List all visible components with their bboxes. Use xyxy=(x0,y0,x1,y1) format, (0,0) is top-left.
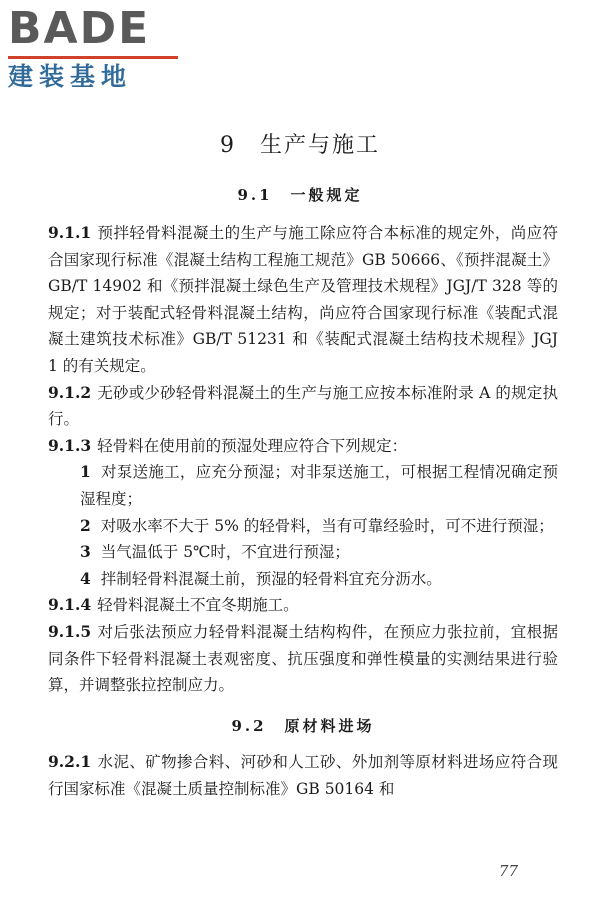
clause-number: 9.1.5 xyxy=(48,621,92,641)
clause-number: 9.1.4 xyxy=(48,595,92,615)
clause-text: 轻骨料混凝土不宜冬期施工。 xyxy=(97,596,299,615)
clause-number: 9.1.1 xyxy=(48,223,92,242)
section-title-9-1: 9.1 一般规定 xyxy=(237,186,363,204)
logo-rule xyxy=(8,56,178,59)
item-text: 拌制轻骨料混凝土前，预湿的轻骨料宜充分沥水。 xyxy=(100,569,442,588)
clause-9-1-4 xyxy=(48,592,558,619)
logo-subtitle: 建装基地 xyxy=(8,62,133,91)
clause-9-1-5 xyxy=(48,619,558,699)
clause-number: 9.2.1 xyxy=(48,752,92,772)
list-item xyxy=(48,459,558,512)
clause-text: 对后张法预应力轻骨料混凝土结构构件，在预应力张拉前，宜根据同条件下轻骨料混凝土表观密度、抗压强度和弹性模量的实测结果进行验算，并调整张拉控制应力。 xyxy=(48,622,558,695)
document-body xyxy=(48,220,558,802)
item-number: 3 xyxy=(80,542,91,562)
item-text: 对泵送施工，应充分预湿；对非泵送施工，可根据工程情况确定预湿程度； xyxy=(80,463,558,508)
chapter-title: 9 生产与施工 xyxy=(220,133,380,158)
item-text: 当气温低于 5℃时，不宜进行预湿； xyxy=(100,543,350,562)
list-item xyxy=(48,513,558,540)
list-item xyxy=(48,539,558,566)
logo xyxy=(8,4,183,92)
clause-text: 轻骨料在使用前的预湿处理应符合下列规定： xyxy=(97,436,408,455)
clause-text: 无砂或少砂轻骨料混凝土的生产与施工应按本标准附录 A 的规定执行。 xyxy=(48,383,558,429)
logo-wordmark: BADE xyxy=(8,3,151,54)
clause-9-2-1 xyxy=(48,749,558,802)
page-number: 77 xyxy=(498,862,518,880)
list-item xyxy=(48,566,558,593)
clause-text: 预拌轻骨料混凝土的生产与施工除应符合本标准的规定外，尚应符合国家现行标准《混凝土结构工程施工规范》GB 50666、《预拌混凝土》GB/T 14902 和《预拌混凝土绿色生产及管理技术规程》JGJ/T 328 等的规定；对于装配式轻骨料混凝土结构，尚应符合国家现行标准《装配式混凝土建筑技术标准》GB/T 51231 和《装配式混凝土结构技术规程》JGJ 1 的有关规定。 xyxy=(48,224,558,375)
item-number: 4 xyxy=(80,568,91,588)
clause-9-1-3 xyxy=(48,433,558,460)
clause-9-1-1 xyxy=(48,220,558,380)
item-number: 2 xyxy=(80,515,91,535)
section-title-9-2: 9.2 原材料进场 xyxy=(231,716,375,735)
clause-text: 水泥、矿物掺合料、河砂和人工砂、外加剂等原材料进场应符合现行国家标准《混凝土质量控制标准》GB 50164 和 xyxy=(48,753,558,798)
item-number: 1 xyxy=(80,462,91,482)
clause-9-1-2 xyxy=(48,380,558,433)
clause-number: 9.1.3 xyxy=(48,435,92,455)
item-text: 对吸水率不大于 5% 的轻骨料，当有可靠经验时，可不进行预湿； xyxy=(100,516,554,535)
clause-number: 9.1.2 xyxy=(48,382,92,402)
